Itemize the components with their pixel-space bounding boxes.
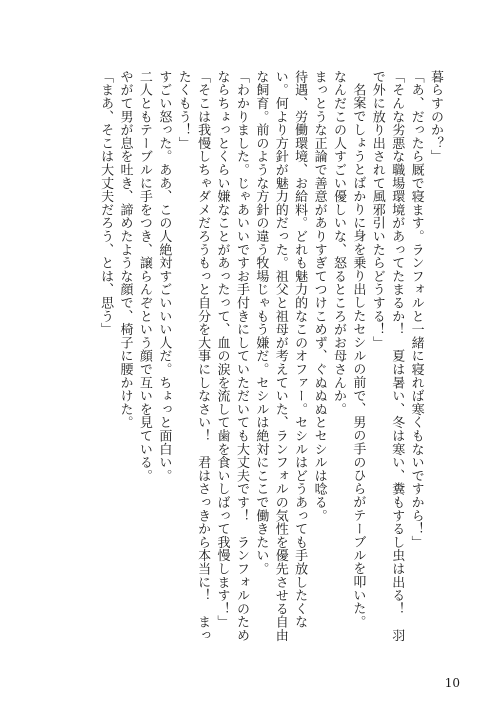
text-line: まっとうな正論で善意がありすぎてつけこめず、ぐぬぬぬとセシルは唸る。 (311, 70, 327, 523)
text-line: 名案でしょうとばかりに身を乗り出したセシルの前で、男の手のひらがテーブルを叩いた。 (350, 83, 366, 629)
text-line: 「そんな劣悪な職場環境があってたまるか！ 夏は暑い、冬は寒い、糞もするし虫は出る！ 羽で外に放り出されて風邪引いたらどうする！」 (369, 70, 405, 642)
text-line: 「まあ、そこは大丈夫だろう、とは、思う」 (98, 70, 114, 336)
text-line: 暮らすのか？」 (428, 70, 443, 164)
page-number: 10 (444, 676, 460, 690)
text-line: 待遇、労働環境、お給料。どれも魅力的なこのオファー。セシルはどうあっても手放したくない。何より方針が魅力的だった。祖父と祖母が考えていた、ランフォルの気性を優先させる自由な飼育。前のような方針の違う牧場じゃもう嫌だ。セシルは絶対にここで働きたい。 (253, 70, 308, 642)
text-line: 二人ともテーブルに手をつき、譲らんぞという顔で互いを見ている。 (136, 70, 152, 483)
text-line: すごい怒った。ああ、この人絶対すごいいい人だ。ちょっと面白い。 (156, 70, 172, 483)
text-line: やがて男が息を吐き、諦めたような顔で、椅子に腰かけた。 (117, 70, 133, 430)
text-line: なんだこの人すごい優しいな、怒るところがお母さんか。 (330, 70, 346, 416)
text-line: 「そこは我慢しちゃダメだろうもっと自分を大事にしなさい！ 君はさっきから本当に！ まったくもう！」 (175, 70, 211, 642)
text-line: 「あ、だったら厩で寝ます。ランフォルと一緒に寝れば寒くもないですから！」 (408, 70, 424, 549)
vertical-text-body (96, 70, 445, 650)
text-line: 「わかりました。じゃあいいですお手付きにしていただいても大丈夫です！ ランフォルのためならちょっとくらい嫌なことがあったって、血の涙を流して歯を食いしばって我慢します！」 (214, 70, 249, 642)
